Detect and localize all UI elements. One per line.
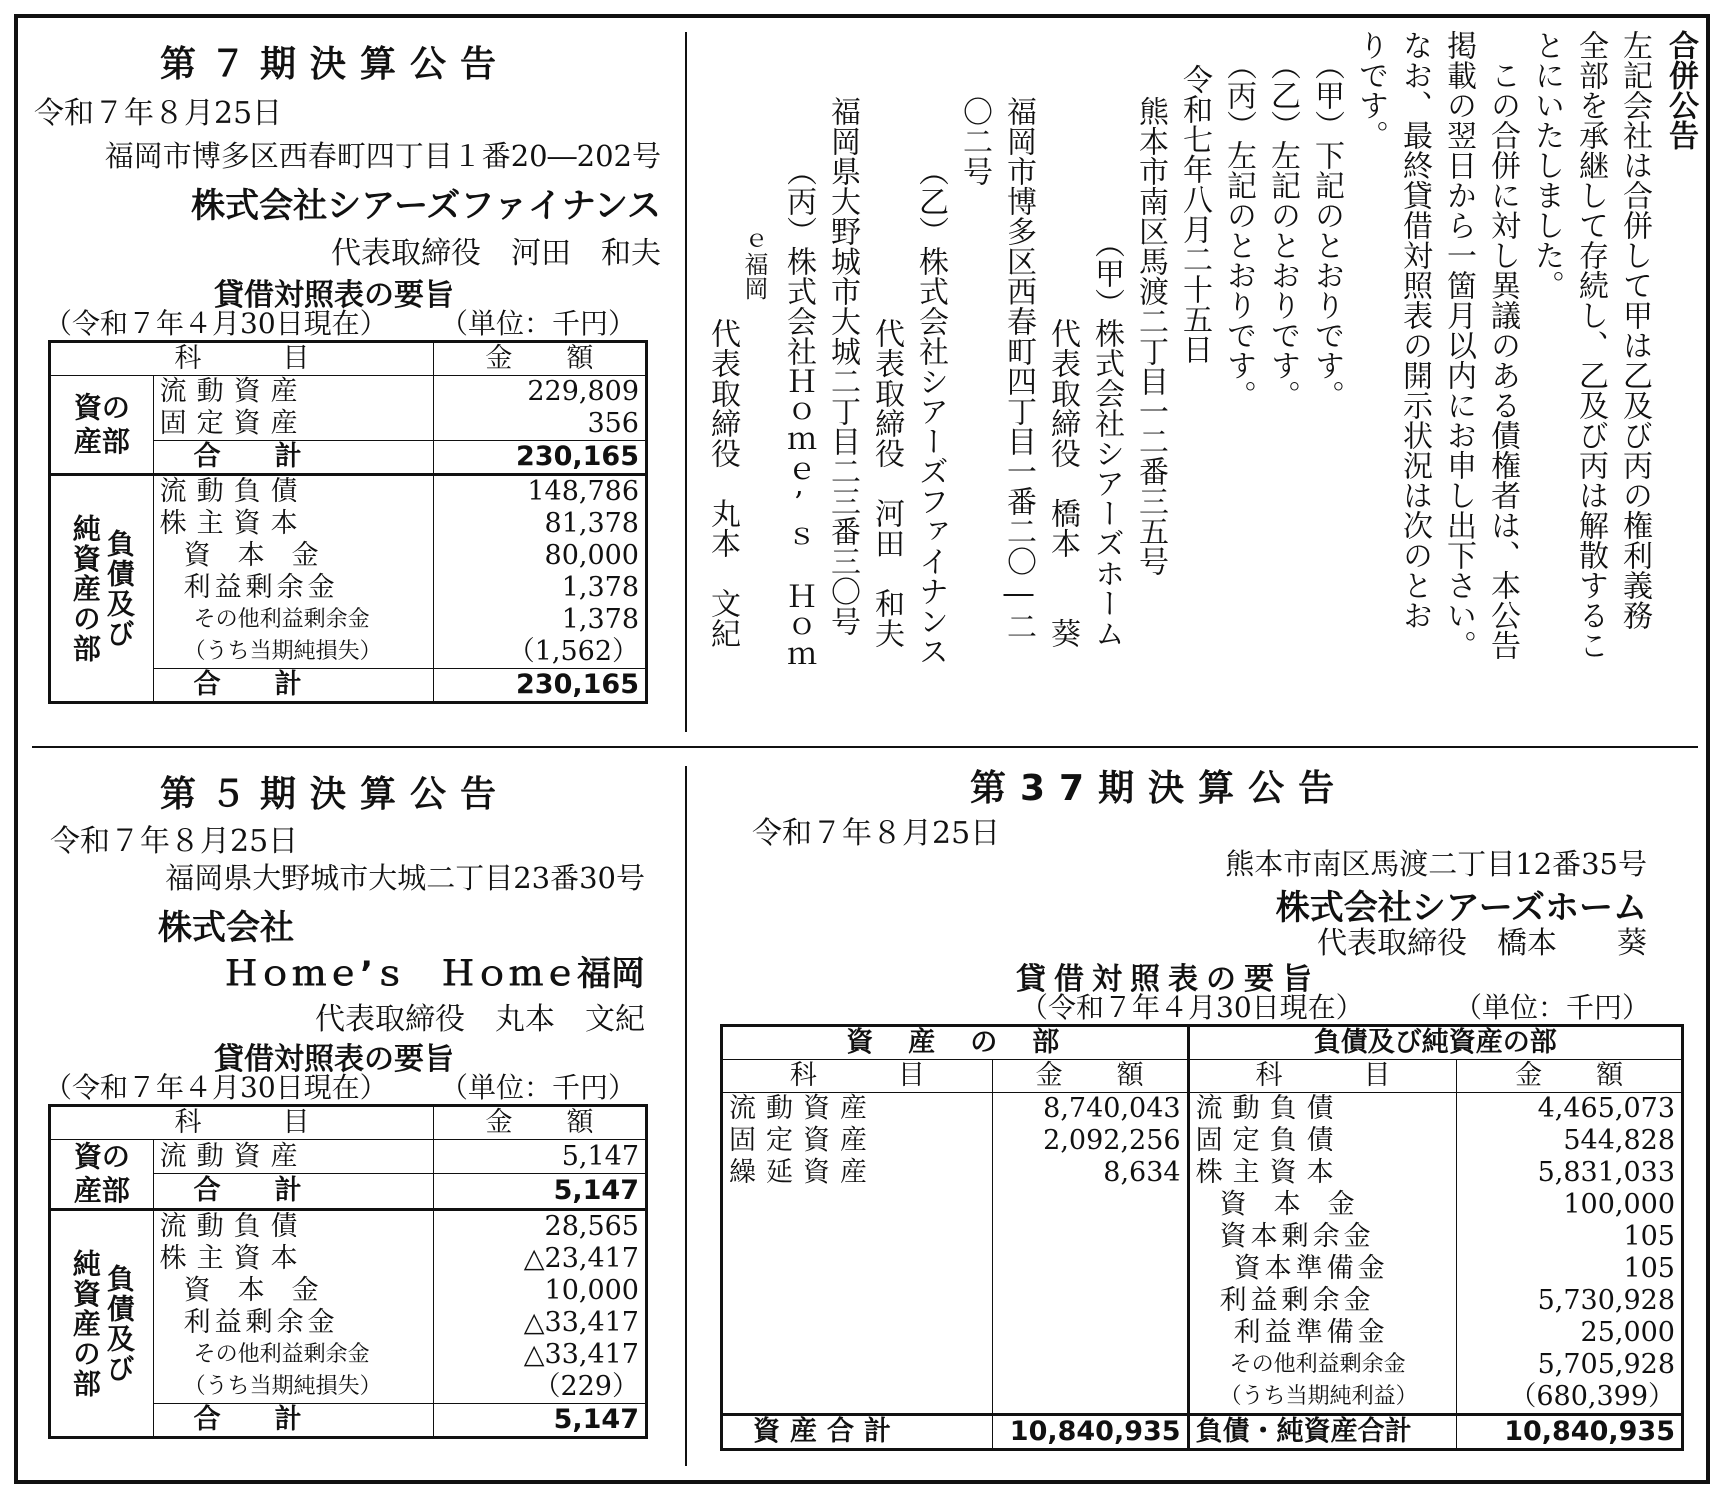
assets-section-header: 資 産 の 部 bbox=[722, 1026, 1189, 1060]
notice-5-title: 第５期決算公告 bbox=[160, 774, 511, 815]
merger-line: （丙）左記のとおりです。 bbox=[1221, 50, 1256, 410]
row-value: 80,000 bbox=[433, 540, 646, 572]
liabilities-section-header: 負債及び純資産の部 bbox=[1188, 1026, 1682, 1060]
row-label: 流動資産 bbox=[153, 1140, 433, 1174]
row-label: 資 本 金 bbox=[153, 1275, 433, 1307]
notice-7-date: 令和７年８月25日 bbox=[34, 96, 283, 131]
notice-37-title: 第37期決算公告 bbox=[970, 768, 1349, 809]
notice-5-company-line2: Ｈｏｍｅ’ｓ Ｈｏｍｅ福岡 bbox=[224, 954, 645, 994]
merger-line: （甲）下記のとおりです。 bbox=[1309, 50, 1344, 410]
row-value: 1,378 bbox=[433, 572, 646, 604]
assets-total-value: 230,165 bbox=[433, 441, 646, 475]
asset-value: 2,092,256 bbox=[992, 1125, 1188, 1157]
notice-37-address: 熊本市南区馬渡二丁目12番35号 bbox=[1225, 847, 1647, 881]
liabilities-total-label: 合 計 bbox=[153, 1404, 433, 1438]
row-value: 81,378 bbox=[433, 508, 646, 540]
asset-label: 流動資産 bbox=[729, 1093, 877, 1124]
notice-37-bs-title: 貸借対照表の要旨 bbox=[1016, 962, 1320, 997]
liabilities-group-label bbox=[50, 1210, 154, 1438]
empty-cell bbox=[722, 1285, 993, 1317]
row-label: 利益剰余金 bbox=[153, 572, 433, 604]
liability-value: 5,831,033 bbox=[1457, 1157, 1683, 1189]
row-label: その他利益剰余金 bbox=[153, 1339, 433, 1371]
notice-5-as-of: （令和７年４月30日現在） bbox=[44, 1071, 388, 1104]
merger-line: 代表取締役 橋本 葵 bbox=[1045, 318, 1080, 648]
empty-cell bbox=[992, 1381, 1188, 1415]
row-value: 356 bbox=[433, 408, 646, 441]
assets-group-label: 資の産部 bbox=[50, 1140, 154, 1210]
row-label: 固定資産 bbox=[153, 408, 433, 441]
row-label: 株主資本 bbox=[153, 508, 433, 540]
liabilities-group-label bbox=[50, 475, 154, 703]
notice-7-representative: 代表取締役 河田 和夫 bbox=[331, 236, 661, 271]
row-value: 28,565 bbox=[433, 1210, 646, 1244]
notice-7-bs-title: 貸借対照表の要旨 bbox=[214, 278, 454, 313]
notice-7-as-of: （令和７年４月30日現在） bbox=[44, 307, 388, 340]
assets-total-label: 合 計 bbox=[153, 1174, 433, 1210]
liabilities-total-label: 合 計 bbox=[153, 669, 433, 703]
notice-7-balance-table bbox=[48, 340, 648, 704]
notice-5-unit: （単位：千円） bbox=[440, 1071, 637, 1104]
empty-cell bbox=[722, 1189, 993, 1221]
col-amount-header: 金 額 bbox=[992, 1060, 1188, 1093]
row-value: 10,000 bbox=[433, 1275, 646, 1307]
merger-line: （乙）左記のとおりです。 bbox=[1265, 50, 1300, 410]
empty-cell bbox=[722, 1221, 993, 1253]
col-amount-header: 金 額 bbox=[1457, 1060, 1683, 1093]
row-value: （229） bbox=[433, 1371, 646, 1404]
liabilities-total-label: 負債・純資産合計 bbox=[1188, 1415, 1457, 1450]
merger-line: 代表取締役 河田 和夫 bbox=[869, 318, 904, 648]
liability-label: 利益剰余金 bbox=[1188, 1285, 1457, 1317]
col-amount-header: 金 額 bbox=[433, 342, 646, 376]
notice-7-unit: （単位：千円） bbox=[440, 307, 637, 340]
row-value: △33,417 bbox=[433, 1307, 646, 1339]
liab-group-b: 純資産の部 bbox=[68, 513, 102, 664]
divider-bottom bbox=[685, 766, 687, 1466]
merger-line: 令和七年八月二十五日 bbox=[1177, 64, 1212, 364]
liability-label: 利益準備金 bbox=[1188, 1317, 1457, 1349]
row-value: 1,378 bbox=[433, 604, 646, 636]
asset-label: 繰延資産 bbox=[729, 1157, 877, 1188]
notice-5-address: 福岡県大野城市大城二丁目23番30号 bbox=[165, 861, 645, 895]
merger-line: 熊本市南区馬渡二丁目一二番三五号 bbox=[1133, 96, 1168, 576]
empty-cell bbox=[992, 1285, 1188, 1317]
liability-label: 資本剰余金 bbox=[1188, 1221, 1457, 1253]
merger-line: この合併に対し異議のある債権者は、本公告 bbox=[1485, 60, 1520, 660]
row-label: （うち当期純損失） bbox=[153, 636, 433, 669]
merger-line: 福岡市博多区西春町四丁目一番二〇―二 bbox=[1001, 96, 1036, 641]
liability-label: 流動負債 bbox=[1188, 1093, 1457, 1126]
liability-value: 5,730,928 bbox=[1457, 1285, 1683, 1317]
notice-5-bs-title: 貸借対照表の要旨 bbox=[214, 1042, 454, 1077]
empty-cell bbox=[722, 1349, 993, 1381]
row-label: 流動負債 bbox=[153, 1210, 433, 1244]
liability-label: （うち当期純利益） bbox=[1188, 1381, 1457, 1415]
empty-cell bbox=[722, 1381, 993, 1415]
notice-5-representative: 代表取締役 丸本 文紀 bbox=[315, 1002, 645, 1037]
merger-line: （乙）株式会社シアーズファイナンス bbox=[913, 156, 948, 666]
col-item-header: 科 目 bbox=[1188, 1060, 1457, 1093]
assets-group-label: 資の産部 bbox=[50, 376, 154, 475]
notice-37-company: 株式会社シアーズホーム bbox=[1275, 888, 1647, 928]
row-label: （うち当期純損失） bbox=[153, 1371, 433, 1404]
row-value: （1,562） bbox=[433, 636, 646, 669]
assets-total-value: 5,147 bbox=[433, 1174, 646, 1210]
liability-value: 544,828 bbox=[1457, 1125, 1683, 1157]
row-label: その他利益剰余金 bbox=[153, 604, 433, 636]
liability-value: 25,000 bbox=[1457, 1317, 1683, 1349]
row-label: 利益剰余金 bbox=[153, 1307, 433, 1339]
empty-cell bbox=[722, 1253, 993, 1285]
row-value: △33,417 bbox=[433, 1339, 646, 1371]
notice-37-representative: 代表取締役 橋本 葵 bbox=[1317, 926, 1647, 961]
row-value: 229,809 bbox=[433, 376, 646, 409]
liability-label: 株主資本 bbox=[1188, 1157, 1457, 1189]
assets-total-value: 10,840,935 bbox=[992, 1415, 1188, 1450]
notice-7-company: 株式会社シアーズファイナンス bbox=[191, 186, 661, 226]
col-amount-header: 金 額 bbox=[433, 1106, 646, 1140]
merger-line: 代表取締役 丸本 文紀 bbox=[705, 318, 740, 648]
notice-37-date: 令和７年８月25日 bbox=[752, 816, 1001, 851]
assets-total-label: 合 計 bbox=[153, 441, 433, 475]
liability-value: 105 bbox=[1457, 1221, 1683, 1253]
divider-middle bbox=[32, 746, 1698, 748]
col-item-header: 科 目 bbox=[50, 1106, 434, 1140]
merger-line: なお、最終貸借対照表の開示状況は次のとお bbox=[1397, 30, 1432, 630]
row-value: 5,147 bbox=[433, 1140, 646, 1174]
asset-value: 8,740,043 bbox=[992, 1093, 1188, 1126]
liability-value: 100,000 bbox=[1457, 1189, 1683, 1221]
col-item-header: 科 目 bbox=[722, 1060, 993, 1093]
liability-label: その他利益剰余金 bbox=[1188, 1349, 1457, 1381]
empty-cell bbox=[992, 1189, 1188, 1221]
row-label: 株主資本 bbox=[153, 1243, 433, 1275]
merger-line: 全部を承継して存続し、乙及び丙は解散するこ bbox=[1573, 30, 1608, 660]
assets-total-label: 資産合計 bbox=[722, 1415, 993, 1450]
liability-value: 4,465,073 bbox=[1457, 1093, 1683, 1126]
merger-line: （丙）株式会社Ｈｏｍｅ’ｓ Ｈｏｍ bbox=[781, 156, 816, 671]
liab-group-b: 純資産の部 bbox=[68, 1248, 102, 1399]
notice-37-unit: （単位：千円） bbox=[1454, 991, 1651, 1024]
notice-5-date: 令和７年８月25日 bbox=[50, 824, 299, 859]
liabilities-total-value: 10,840,935 bbox=[1457, 1415, 1683, 1450]
liability-value: （680,399） bbox=[1457, 1381, 1683, 1415]
merger-heading: 合併公告 bbox=[1663, 30, 1698, 150]
row-label: 流動負債 bbox=[153, 475, 433, 509]
empty-cell bbox=[992, 1317, 1188, 1349]
row-value: △23,417 bbox=[433, 1243, 646, 1275]
merger-line: 福岡県大野城市大城二丁目二三番三〇号 bbox=[825, 96, 860, 636]
liability-value: 105 bbox=[1457, 1253, 1683, 1285]
divider-top bbox=[685, 32, 687, 732]
merger-line: 左記会社は合併して甲は乙及び丙の権利義務 bbox=[1617, 30, 1652, 630]
col-item-header: 科 目 bbox=[50, 342, 434, 376]
empty-cell bbox=[992, 1253, 1188, 1285]
notice-7-address: 福岡市博多区西春町四丁目１番20―202号 bbox=[104, 139, 661, 173]
liabilities-total-value: 230,165 bbox=[433, 669, 646, 703]
asset-label: 固定資産 bbox=[729, 1125, 877, 1156]
notice-37-as-of: （令和７年４月30日現在） bbox=[1020, 991, 1364, 1024]
notice-7-title: 第７期決算公告 bbox=[160, 44, 511, 85]
liability-label: 資本準備金 bbox=[1188, 1253, 1457, 1285]
notice-5-balance-table bbox=[48, 1104, 648, 1439]
row-value: 148,786 bbox=[433, 475, 646, 509]
asset-value: 8,634 bbox=[992, 1157, 1188, 1189]
merger-line: りです。 bbox=[1353, 30, 1388, 150]
notice-37-balance-table bbox=[720, 1024, 1684, 1451]
liability-label: 資 本 金 bbox=[1188, 1189, 1457, 1221]
notice-5-company-line1: 株式会社 bbox=[158, 908, 294, 948]
liab-group-a: 負債及び bbox=[102, 1263, 136, 1384]
empty-cell bbox=[992, 1349, 1188, 1381]
liability-value: 5,705,928 bbox=[1457, 1349, 1683, 1381]
liab-group-a: 負債及び bbox=[102, 528, 136, 649]
merger-line: （甲）株式会社シアーズホーム bbox=[1089, 228, 1124, 648]
empty-cell bbox=[992, 1221, 1188, 1253]
row-label: 流動資産 bbox=[153, 376, 433, 409]
empty-cell bbox=[722, 1317, 993, 1349]
row-label: 資 本 金 bbox=[153, 540, 433, 572]
liabilities-total-value: 5,147 bbox=[433, 1404, 646, 1438]
merger-line: とにいたしました。 bbox=[1529, 30, 1564, 300]
merger-line: 〇二号 bbox=[957, 96, 992, 186]
merger-line: 掲載の翌日から一箇月以内にお申し出下さい。 bbox=[1441, 30, 1476, 660]
merger-line: ｅ福岡 bbox=[740, 228, 768, 300]
liability-label: 固定負債 bbox=[1188, 1125, 1457, 1157]
